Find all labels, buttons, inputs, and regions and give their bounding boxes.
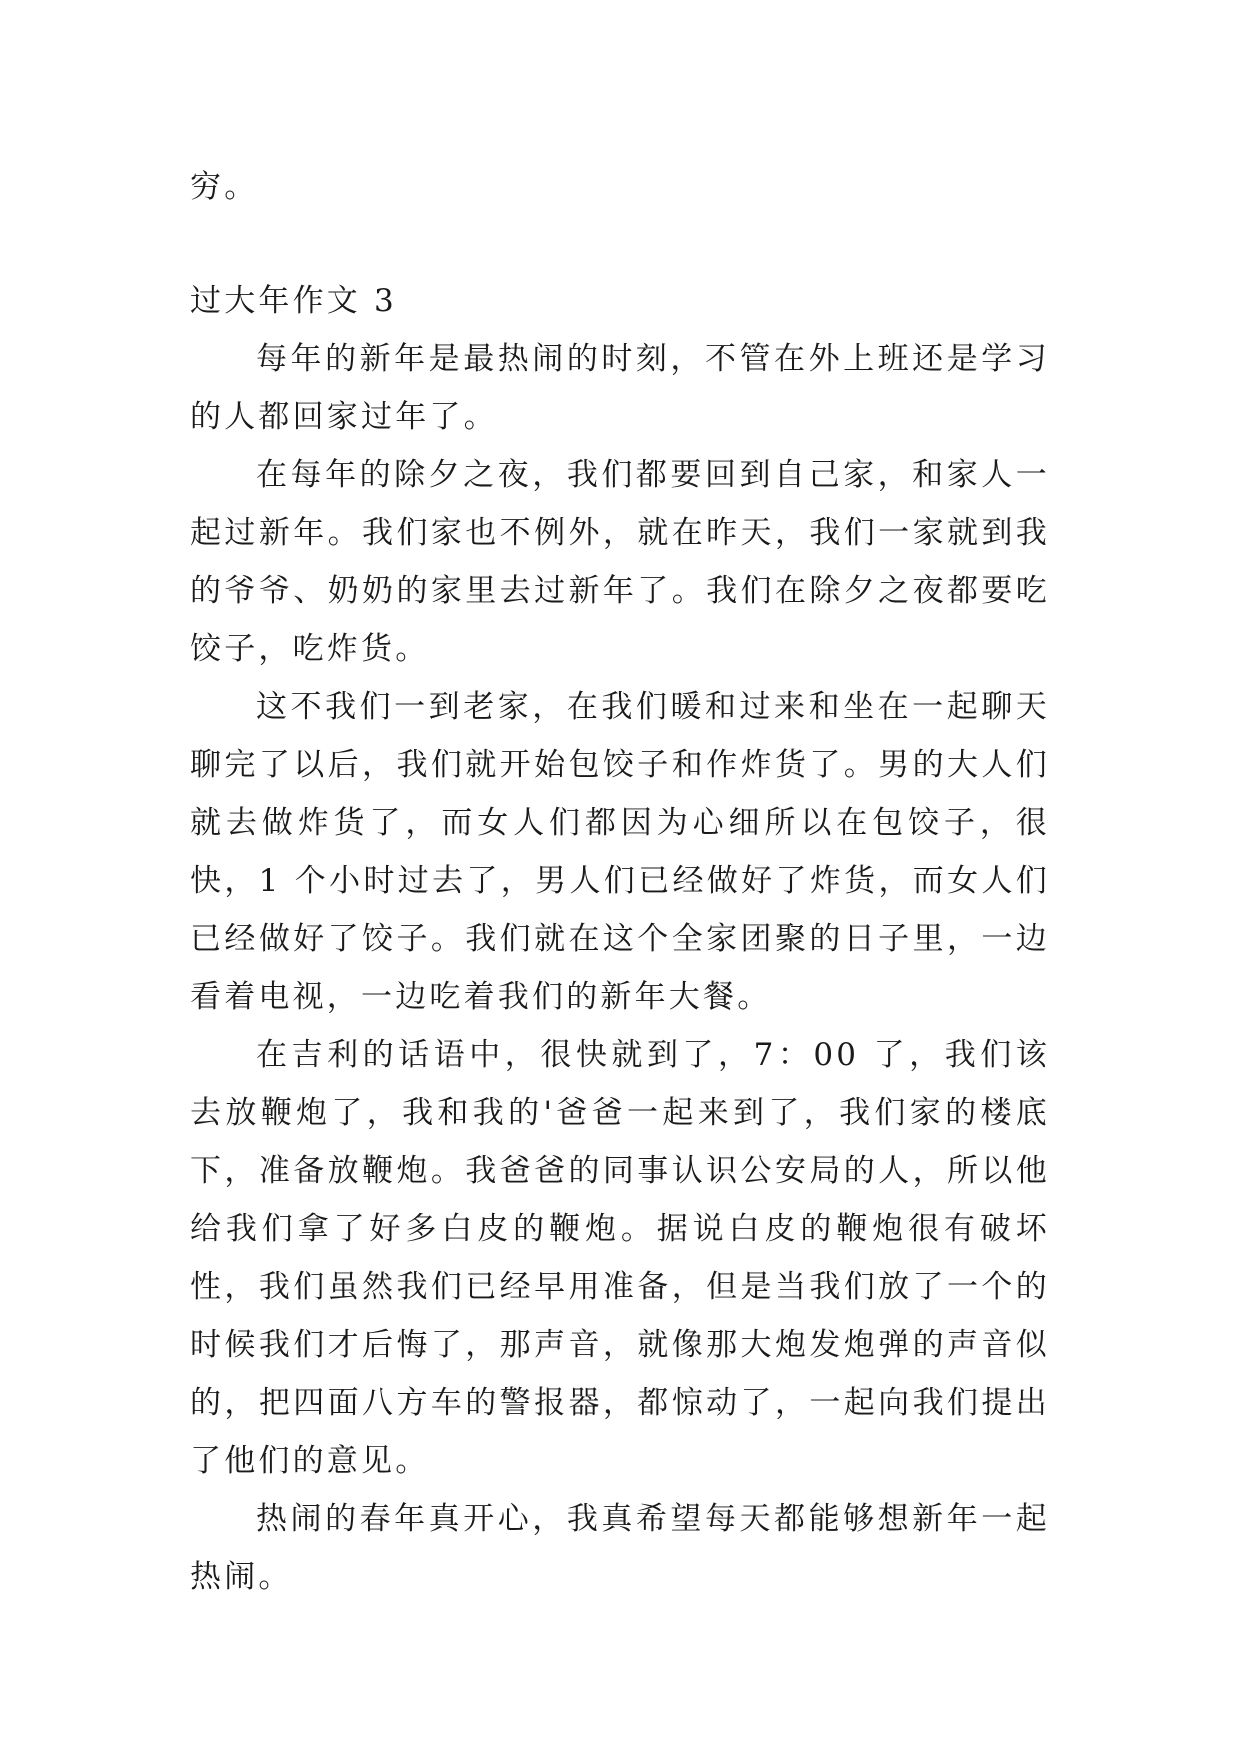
continuation-text	[190, 158, 1050, 216]
essay-body	[190, 330, 1050, 1606]
paragraph-5: 热闹的春年真开心，我真希望每天都能够想新年一起热闹。	[190, 1501, 1050, 1595]
section-title: 过大年作文 3	[190, 283, 397, 319]
continuation-line: 穷。	[190, 169, 259, 205]
paragraph-2: 在每年的除夕之夜，我们都要回到自己家，和家人一起过新年。我们家也不例外，就在昨天，我们一家就到我的爷爷、奶奶的家里去过新年了。我们在除夕之夜都要吃饺子，吃炸货。	[190, 457, 1050, 667]
paragraph-4: 在吉利的话语中，很快就到了，7：00 了，我们该去放鞭炮了，我和我的'爸爸一起来到了，我们家的楼底下，准备放鞭炮。我爸爸的同事认识公安局的人，所以他给我们拿了好多白皮的鞭炮。据说白皮的鞭炮很有破坏性，我们虽然我们已经早用准备，但是当我们放了一个的时候我们才后悔了，那声音，就像那大炮发炮弹的声音似的，把四面八方车的警报器，都惊动了，一起向我们提出了他们的意见。	[190, 1037, 1050, 1479]
paragraph-1: 每年的新年是最热闹的时刻，不管在外上班还是学习的人都回家过年了。	[190, 341, 1050, 435]
paragraph-3: 这不我们一到老家，在我们暖和过来和坐在一起聊天聊完了以后，我们就开始包饺子和作炸货了。男的大人们就去做炸货了，而女人们都因为心细所以在包饺子，很快，1 个小时过去了，男人们已经做好了炸货，而女人们已经做好了饺子。我们就在这个全家团聚的日子里，一边看着电视，一边吃着我们的新年大餐。	[190, 689, 1050, 1015]
section-heading	[190, 272, 1050, 330]
